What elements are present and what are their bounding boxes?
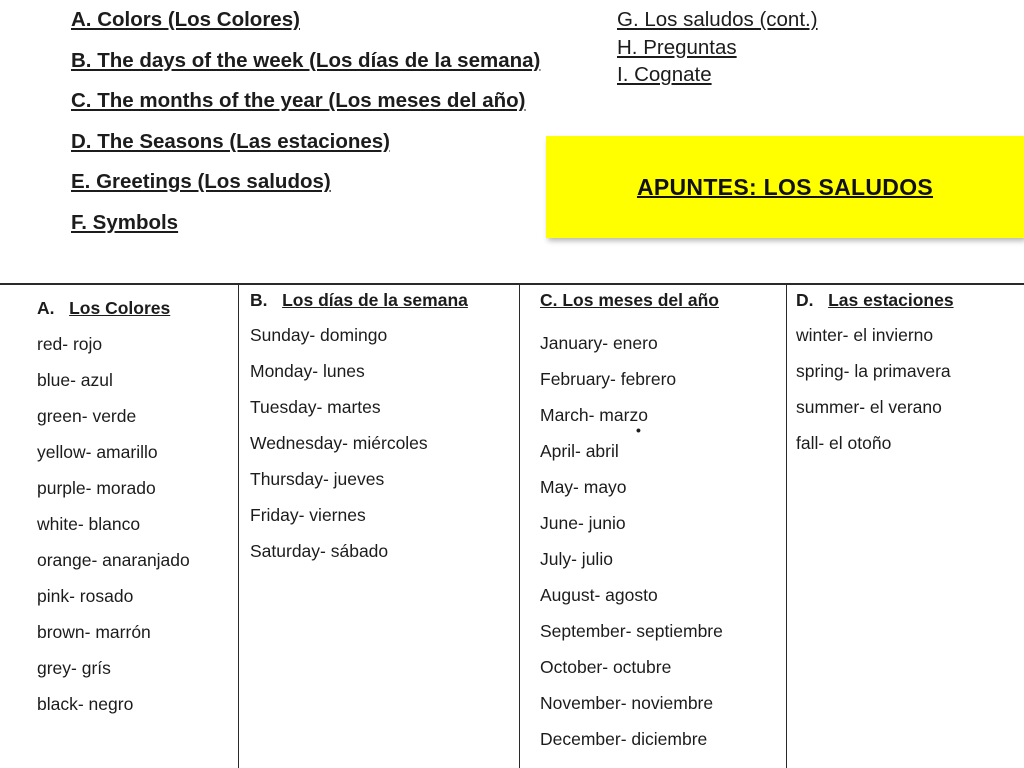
list-item: spring- la primavera (796, 361, 951, 381)
table-top-border (0, 283, 1024, 285)
notes-banner (546, 136, 1024, 238)
list-item: Thursday- jueves (250, 469, 385, 489)
column-heading: B. Los días de la semana (250, 290, 468, 310)
column-heading: A. Los Colores (37, 298, 171, 318)
list-item: Friday- viernes (250, 505, 366, 525)
toc-item-cognate: I. Cognate (617, 63, 712, 86)
list-item: Wednesday- miércoles (250, 433, 428, 453)
stray-dot: • (636, 422, 641, 438)
banner-title: APUNTES: LOS SALUDOS (636, 173, 934, 200)
list-item: yellow- amarillo (37, 442, 158, 462)
list-item: red- rojo (37, 334, 103, 354)
list-item: April- abril (540, 441, 619, 461)
list-item: green- verde (37, 406, 137, 426)
list-item: grey- grís (37, 658, 111, 678)
toc-item-seasons: D. The Seasons (Las estaciones) (71, 129, 391, 153)
list-item: fall- el otoño (796, 433, 892, 453)
toc-item-greetings-cont: G. Los saludos (cont.) (617, 8, 818, 31)
toc-item-days: B. The days of the week (Los días de la semana) (71, 48, 541, 72)
list-item: November- noviembre (540, 693, 714, 713)
list-item: March- marzo (540, 405, 648, 425)
toc-right (617, 8, 818, 91)
toc-item-questions: H. Preguntas (617, 35, 737, 59)
list-item: black- negro (37, 694, 134, 714)
toc-item-symbols: F. Symbols (71, 210, 179, 234)
column-divider (786, 284, 787, 768)
list-item: Tuesday- martes (250, 397, 381, 417)
list-item: May- mayo (540, 477, 627, 497)
list-item: July- julio (540, 549, 613, 569)
column-divider (238, 284, 239, 768)
list-item: June- junio (540, 513, 626, 533)
column-heading: D. Las estaciones (796, 290, 954, 310)
list-item: Sunday- domingo (250, 325, 388, 345)
list-item: September- septiembre (540, 621, 723, 641)
column-heading: C. Los meses del año (540, 290, 719, 310)
list-item: blue- azul (37, 370, 113, 390)
toc-item-months: C. The months of the year (Los meses del año) (71, 89, 526, 113)
list-item: winter- el invierno (796, 325, 934, 345)
list-item: purple- morado (37, 478, 156, 498)
list-item: orange- anaranjado (37, 550, 190, 570)
list-item: brown- marrón (37, 622, 151, 642)
list-item: February- febrero (540, 369, 677, 389)
toc-left (71, 8, 540, 252)
list-item: pink- rosado (37, 586, 134, 606)
list-item: white- blanco (37, 514, 141, 534)
list-item: summer- el verano (796, 397, 942, 417)
column-divider (519, 284, 520, 768)
list-item: August- agosto (540, 585, 658, 605)
list-item: December- diciembre (540, 729, 708, 749)
toc-item-colors: A. Colors (Los Colores) (71, 8, 300, 31)
list-item: Saturday- sábado (250, 541, 389, 561)
toc-item-greetings: E. Greetings (Los saludos) (71, 170, 331, 194)
list-item: Monday- lunes (250, 361, 365, 381)
list-item: January- enero (540, 333, 658, 353)
list-item: October- octubre (540, 657, 672, 677)
